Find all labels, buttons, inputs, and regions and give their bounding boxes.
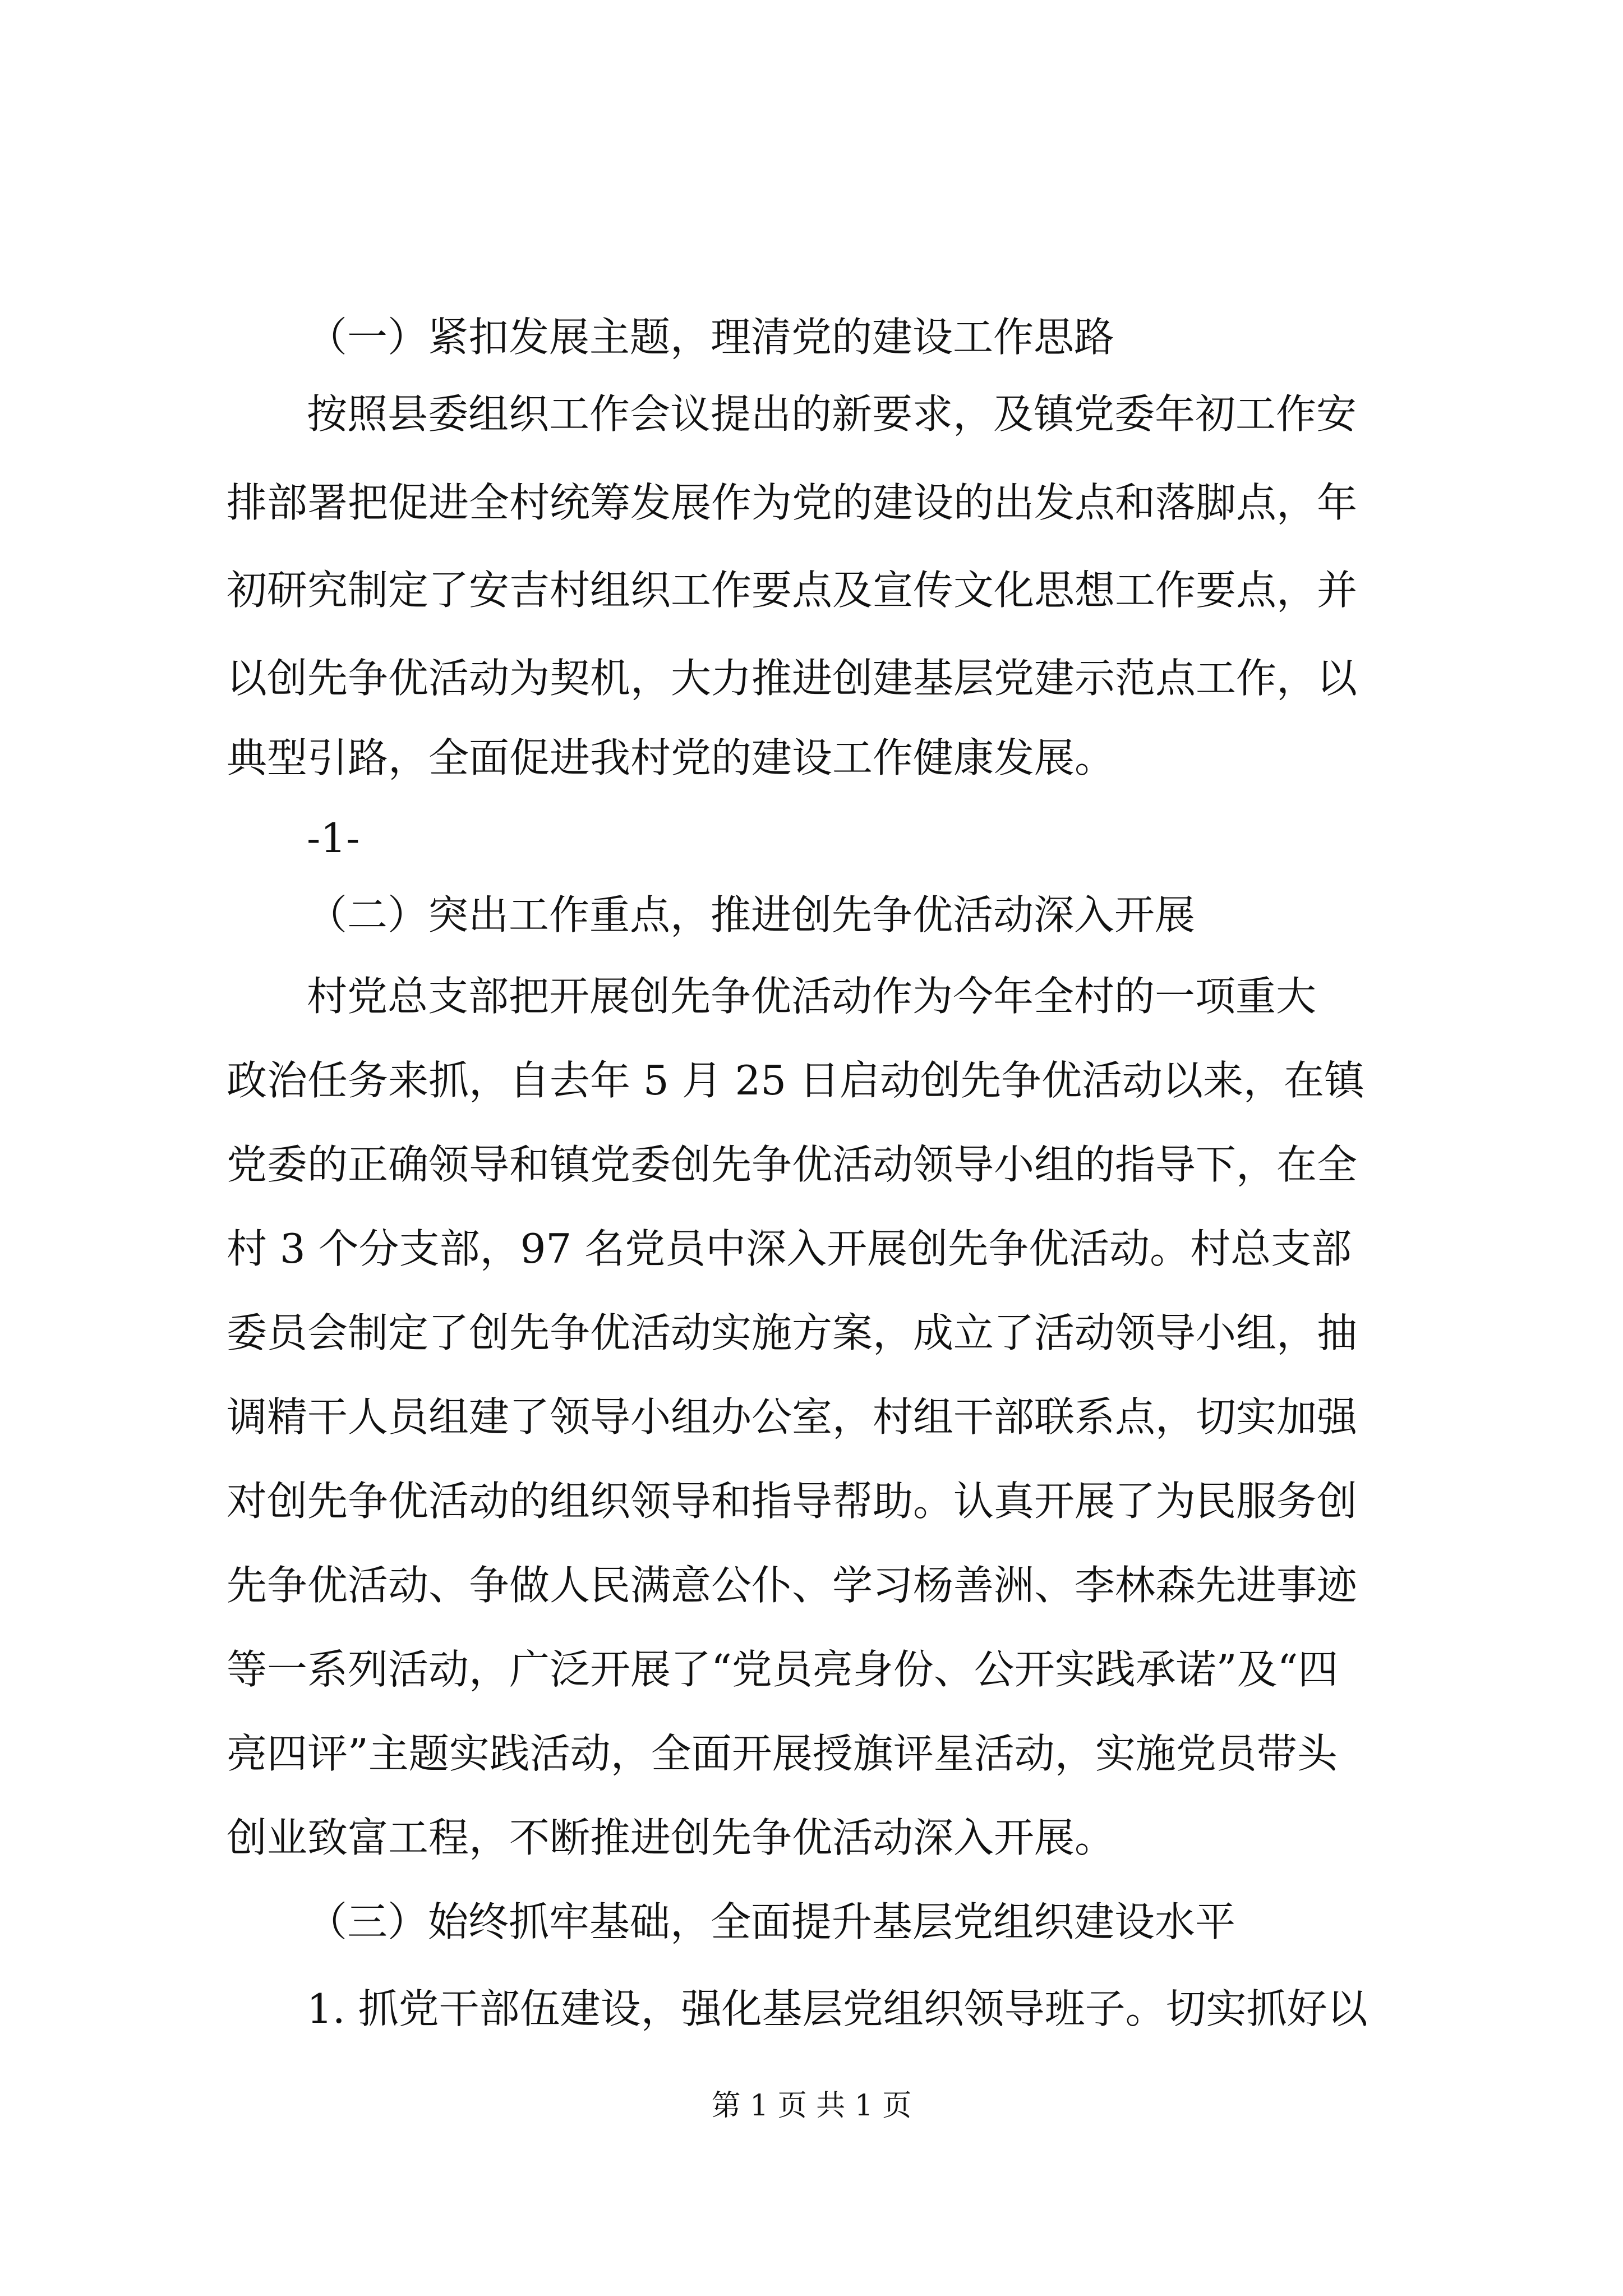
paragraph-line: 以创先争优活动为契机，大力推进创建基层党建示范点工作，以 xyxy=(227,655,1358,702)
paragraph-line: 按照县委组织工作会议提出的新要求，及镇党委年初工作安 xyxy=(307,390,1357,438)
paragraph-line: 创业致富工程，不断推进创先争优活动深入开展。 xyxy=(227,1814,1115,1861)
paragraph-line: 1. 抓党干部伍建设，强化基层党组织领导班子。切实抓好以 xyxy=(307,1985,1368,2032)
paragraph-line: 委员会制定了创先争优活动实施方案，成立了活动领导小组，抽 xyxy=(227,1309,1358,1356)
paragraph-line: 先争优活动、争做人民满意公仆、学习杨善洲、李林森先进事迹 xyxy=(227,1562,1358,1609)
paragraph-line: 初研究制定了安吉村组织工作要点及宣传文化思想工作要点，并 xyxy=(227,567,1358,614)
paragraph-line: 党委的正确领导和镇党委创先争优活动领导小组的指导下，在全 xyxy=(227,1141,1358,1188)
section-heading-2: （二）突出工作重点，推进创先争优活动深入开展 xyxy=(307,891,1196,938)
paragraph-line: 等一系列活动，广泛开展了“党员亮身份、公开实践承诺”及“四 xyxy=(227,1646,1339,1693)
page-footer: 第 1 页 共 1 页 xyxy=(711,2089,912,2123)
page-marker: -1- xyxy=(307,815,360,862)
paragraph-line: 对创先争优活动的组织领导和指导帮助。认真开展了为民服务创 xyxy=(227,1478,1358,1525)
paragraph-line: 村党总支部把开展创先争优活动作为今年全村的一项重大 xyxy=(307,973,1317,1020)
section-heading-3: （三）始终抓牢基础，全面提升基层党组织建设水平 xyxy=(307,1898,1236,1945)
paragraph-line: 典型引路，全面促进我村党的建设工作健康发展。 xyxy=(227,734,1115,781)
paragraph-line: 排部署把促进全村统筹发展作为党的建设的出发点和落脚点，年 xyxy=(227,479,1358,526)
paragraph-line: 调精干人员组建了领导小组办公室，村组干部联系点，切实加强 xyxy=(227,1393,1358,1441)
paragraph-line: 亮四评”主题实践活动，全面开展授旗评星活动，实施党员带头 xyxy=(227,1730,1338,1777)
paragraph-line: 政治任务来抓，自去年 5 月 25 日启动创先争优活动以来，在镇 xyxy=(227,1057,1364,1104)
paragraph-line: 村 3 个分支部，97 名党员中深入开展创先争优活动。村总支部 xyxy=(227,1225,1352,1272)
section-heading-1: （一）紧扣发展主题，理清党的建设工作思路 xyxy=(307,314,1115,361)
